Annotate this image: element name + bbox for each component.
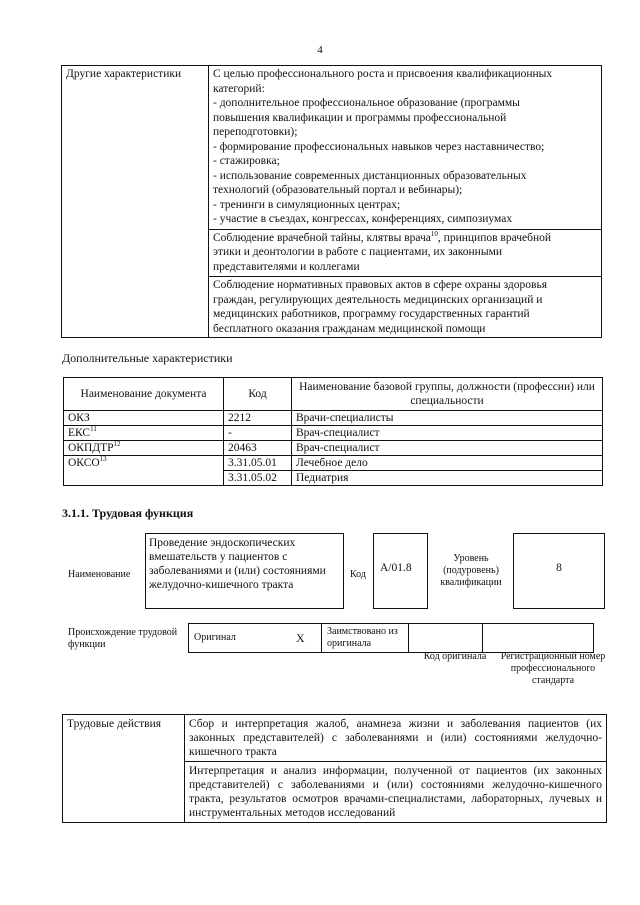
origin-table (188, 623, 594, 653)
table-row (64, 441, 603, 456)
code-cell: - (224, 426, 292, 441)
text-line: медицинских работников, программу государственных гарантий (213, 308, 530, 320)
reg-number-label: Регистрационный номер профессионального стандарта (500, 651, 606, 686)
other-characteristics-table (61, 65, 602, 338)
text-line: - тренинги в симуляционных центрах; (213, 198, 401, 211)
origin-label: Происхождение трудовой функции (68, 627, 178, 650)
table-row (64, 426, 603, 441)
table-header-row (64, 378, 603, 411)
function-name-box: Проведение эндоскопических вмешательств у пациентов с заболеваниями и (или) состояниями желудочно-кишечного тракта (145, 533, 344, 609)
column-header: Код (224, 378, 292, 411)
text-fragment: Соблюдение врачебной тайны, клятвы врача (213, 231, 431, 244)
borrowed-label: Заимствовано из оригинала (322, 624, 409, 653)
footnote-ref: 10 (430, 229, 438, 238)
code-cell: 3.31.05.02 (224, 471, 292, 486)
code-cell: 20463 (224, 441, 292, 456)
text-line: - участие в съездах, конгрессах, конференциях, симпозиумах (213, 213, 513, 225)
footnote-ref: 12 (113, 440, 121, 449)
column-header: Наименование документа (64, 378, 224, 411)
code-cell: 3.31.05.01 (224, 456, 292, 471)
labor-actions-table (62, 714, 607, 823)
doc-name: ОКЗ (68, 412, 90, 424)
doc-name: ЕКС (68, 427, 91, 439)
original-mark: X (291, 624, 322, 653)
footnote-ref: 11 (90, 425, 97, 434)
labor-action-item: Сбор и интерпретация жалоб, анамнеза жизни и заболевания пациентов (их законных представителей) с заболеваниями и (или) состояниями желудочно-кишечного тракта (185, 715, 607, 762)
original-code-label: Код оригинала (423, 651, 487, 662)
text-line: - дополнительное профессиональное образование (программы (213, 97, 520, 109)
text-line: технологий (образовательный портал и вебинары); (213, 184, 463, 196)
doc-cell (64, 441, 224, 456)
name-cell: Врач-специалист (292, 441, 603, 456)
text-line (213, 231, 597, 246)
text-line: представителями и коллегами (213, 260, 360, 273)
page-number: 4 (317, 44, 323, 56)
text-line: этики и деонтологии в работе с пациентами, их законными (213, 246, 502, 258)
text-line: - использование современных дистанционных образовательных (213, 169, 527, 182)
text-line: граждан, регулирующих деятельность медицинских организаций и (213, 293, 543, 306)
labor-action-item: Интерпретация и анализ информации, полученной от пациентов (их законных представителей) с заболеваниями и (или) состояниями желудочно-кишечного тракта, результатов осмотров врачами-специалистами, лабораторных, лучевых и инструментальных методов исследований (185, 762, 607, 823)
column-header: Наименование базовой группы, должности (профессии) или специальности (292, 378, 603, 411)
text-line: - формирование профессиональных навыков через наставничество; (213, 140, 545, 153)
original-code-cell (409, 624, 483, 653)
code-label: Код (350, 569, 366, 580)
table-row (64, 411, 603, 426)
name-label: Наименование (68, 569, 131, 580)
doc-cell (64, 456, 224, 486)
text-fragment: , принципов врачебной (437, 231, 552, 244)
name-cell: Лечебное дело (292, 456, 603, 471)
text-line: - стажировка; (213, 155, 280, 167)
name-cell: Педиатрия (292, 471, 603, 486)
text-line: Соблюдение нормативных правовых актов в сфере охраны здоровья (213, 279, 547, 291)
labor-function-title: 3.1.1. Трудовая функция (62, 506, 194, 520)
reg-number-cell (483, 624, 594, 653)
text-line: повышения квалификации и программы профессиональной (213, 111, 507, 124)
original-label: Оригинал (189, 624, 292, 653)
qualification-level-label: Уровень (подуровень) квалификации (440, 553, 502, 588)
labor-actions-label: Трудовые действия (63, 715, 185, 823)
text-line: бесплатного оказания гражданам медицинской помощи (213, 322, 486, 335)
documents-table (63, 377, 603, 486)
doc-name: ОКСО (68, 457, 100, 469)
other-characteristics-content (209, 66, 602, 338)
other-characteristics-label: Другие характеристики (62, 66, 209, 338)
doc-name: ОКПДТР (68, 442, 114, 454)
doc-cell (64, 426, 224, 441)
code-cell: 2212 (224, 411, 292, 426)
text-line: переподготовки); (213, 126, 298, 138)
name-cell: Врачи-специалисты (292, 411, 603, 426)
qualification-level-box: 8 (513, 533, 605, 609)
text-line: категорий: (213, 82, 265, 95)
table-row (64, 456, 603, 471)
separator-line (209, 229, 601, 230)
function-code-box: A/01.8 (373, 533, 428, 609)
name-cell: Врач-специалист (292, 426, 603, 441)
doc-cell (64, 411, 224, 426)
text-line: С целью профессионального роста и присвоения квалификационных (213, 68, 553, 80)
additional-characteristics-title: Дополнительные характеристики (62, 351, 233, 365)
footnote-ref: 13 (99, 455, 107, 464)
separator-line (209, 276, 601, 277)
